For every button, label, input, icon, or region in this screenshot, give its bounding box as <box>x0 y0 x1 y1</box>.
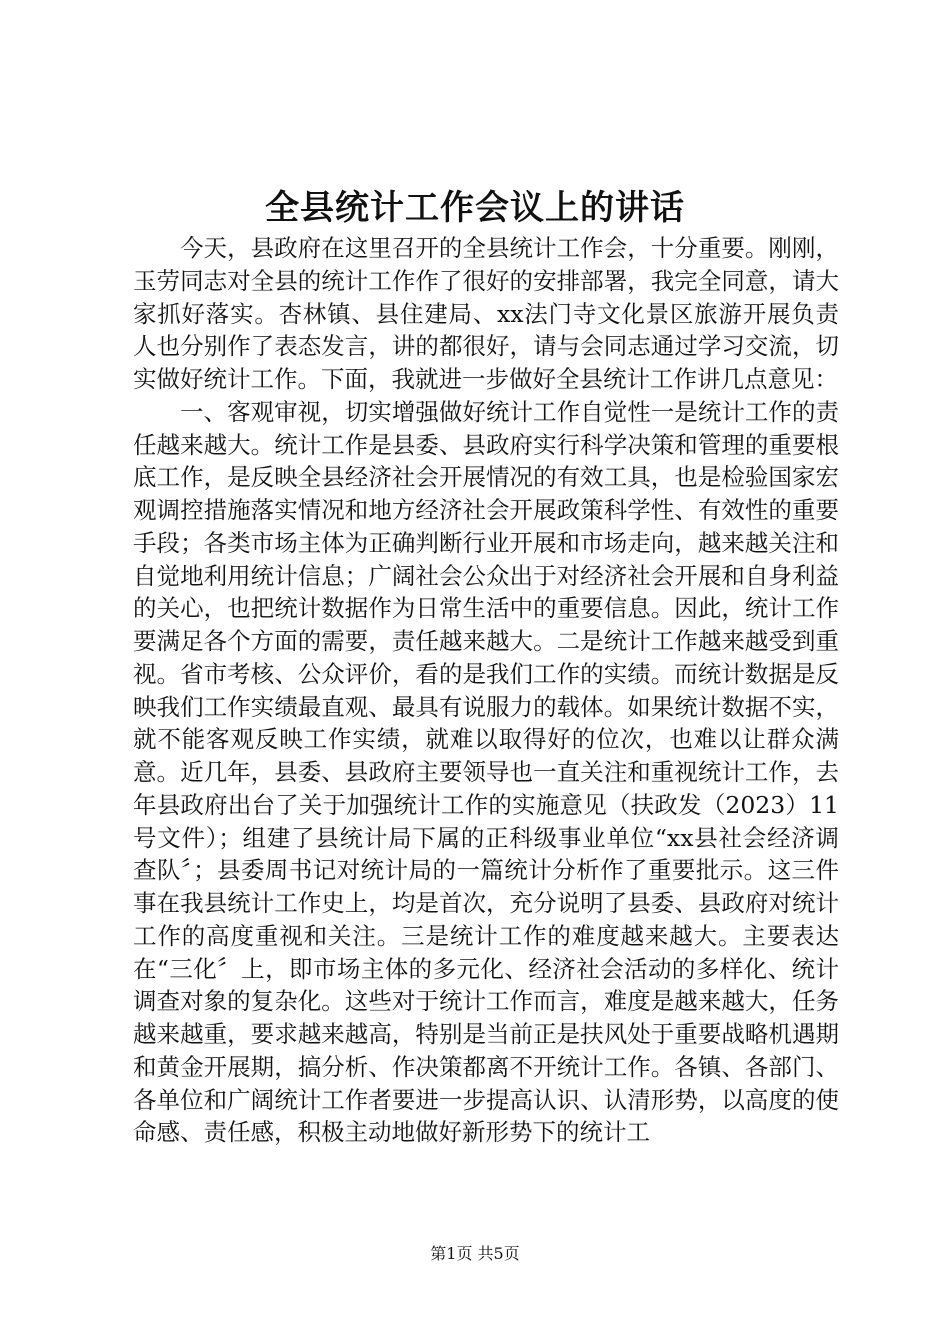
paragraph-section-one: 一、客观审视，切实增强做好统计工作自觉性一是统计工作的责任越来越大。统计工作是县委、县政府实行科学决策和管理的重要根底工作，是反映全县经济社会开展情况的有效工具，也是检验国家宏观调控措施落实情况和地方经济社会开展政策科学性、有效性的重要手段；各类市场主体为正确判断行业开展和市场走向，越来越关注和自觉地利用统计信息；广阔社会公众出于对经济社会开展和自身利益的关心，也把统计数据作为日常生活中的重要信息。因此，统计工作要满足各个方面的需要，责任越来越大。二是统计工作越来越受到重视。省市考核、公众评价，看的是我们工作的实绩。而统计数据是反映我们工作实绩最直观、最具有说服力的载体。如果统计数据不实，就不能客观反映工作实绩，就难以取得好的位次，也难以让群众满意。近几年，县委、县政府主要领导也一直关注和重视统计工作，去年县政府出台了关于加强统计工作的实施意见（扶政发（2023）11号文件）；组建了县统计局下属的正科级事业单位“xx县社会经济调查队〞；县委周书记对统计局的一篇统计分析作了重要批示。这三件事在我县统计工作史上，均是首次，充分说明了县委、县政府对统计工作的高度重视和关注。三是统计工作的难度越来越大。主要表达在“三化〞上，即市场主体的多元化、经济社会活动的多样化、统计调查对象的复杂化。这些对于统计工作而言，难度是越来越大，任务越来越重，要求越来越高，特别是当前正是扶风处于重要战略机遇期和黄金开展期，搞分析、作决策都离不开统计工作。各镇、各部门、各单位和广阔统计工作者要进一步提高认识、认清形势，以高度的使命感、责任感，积极主动地做好新形势下的统计工 <box>133 397 839 1147</box>
document-title: 全县统计工作会议上的讲话 <box>265 188 685 228</box>
page-number: 第1页 共5页 <box>430 1244 520 1263</box>
document-body <box>133 232 839 1149</box>
paragraph-intro: 今天，县政府在这里召开的全县统计工作会，十分重要。刚刚，玉劳同志对全县的统计工作作了很好的安排部署，我完全同意，请大家抓好落实。杏林镇、县住建局、xx法门寺文化景区旅游开展负责人也分别作了表态发言，讲的都很好，请与会同志通过学习交流，切实做好统计工作。下面，我就进一步做好全县统计工作讲几点意见： <box>133 234 839 393</box>
